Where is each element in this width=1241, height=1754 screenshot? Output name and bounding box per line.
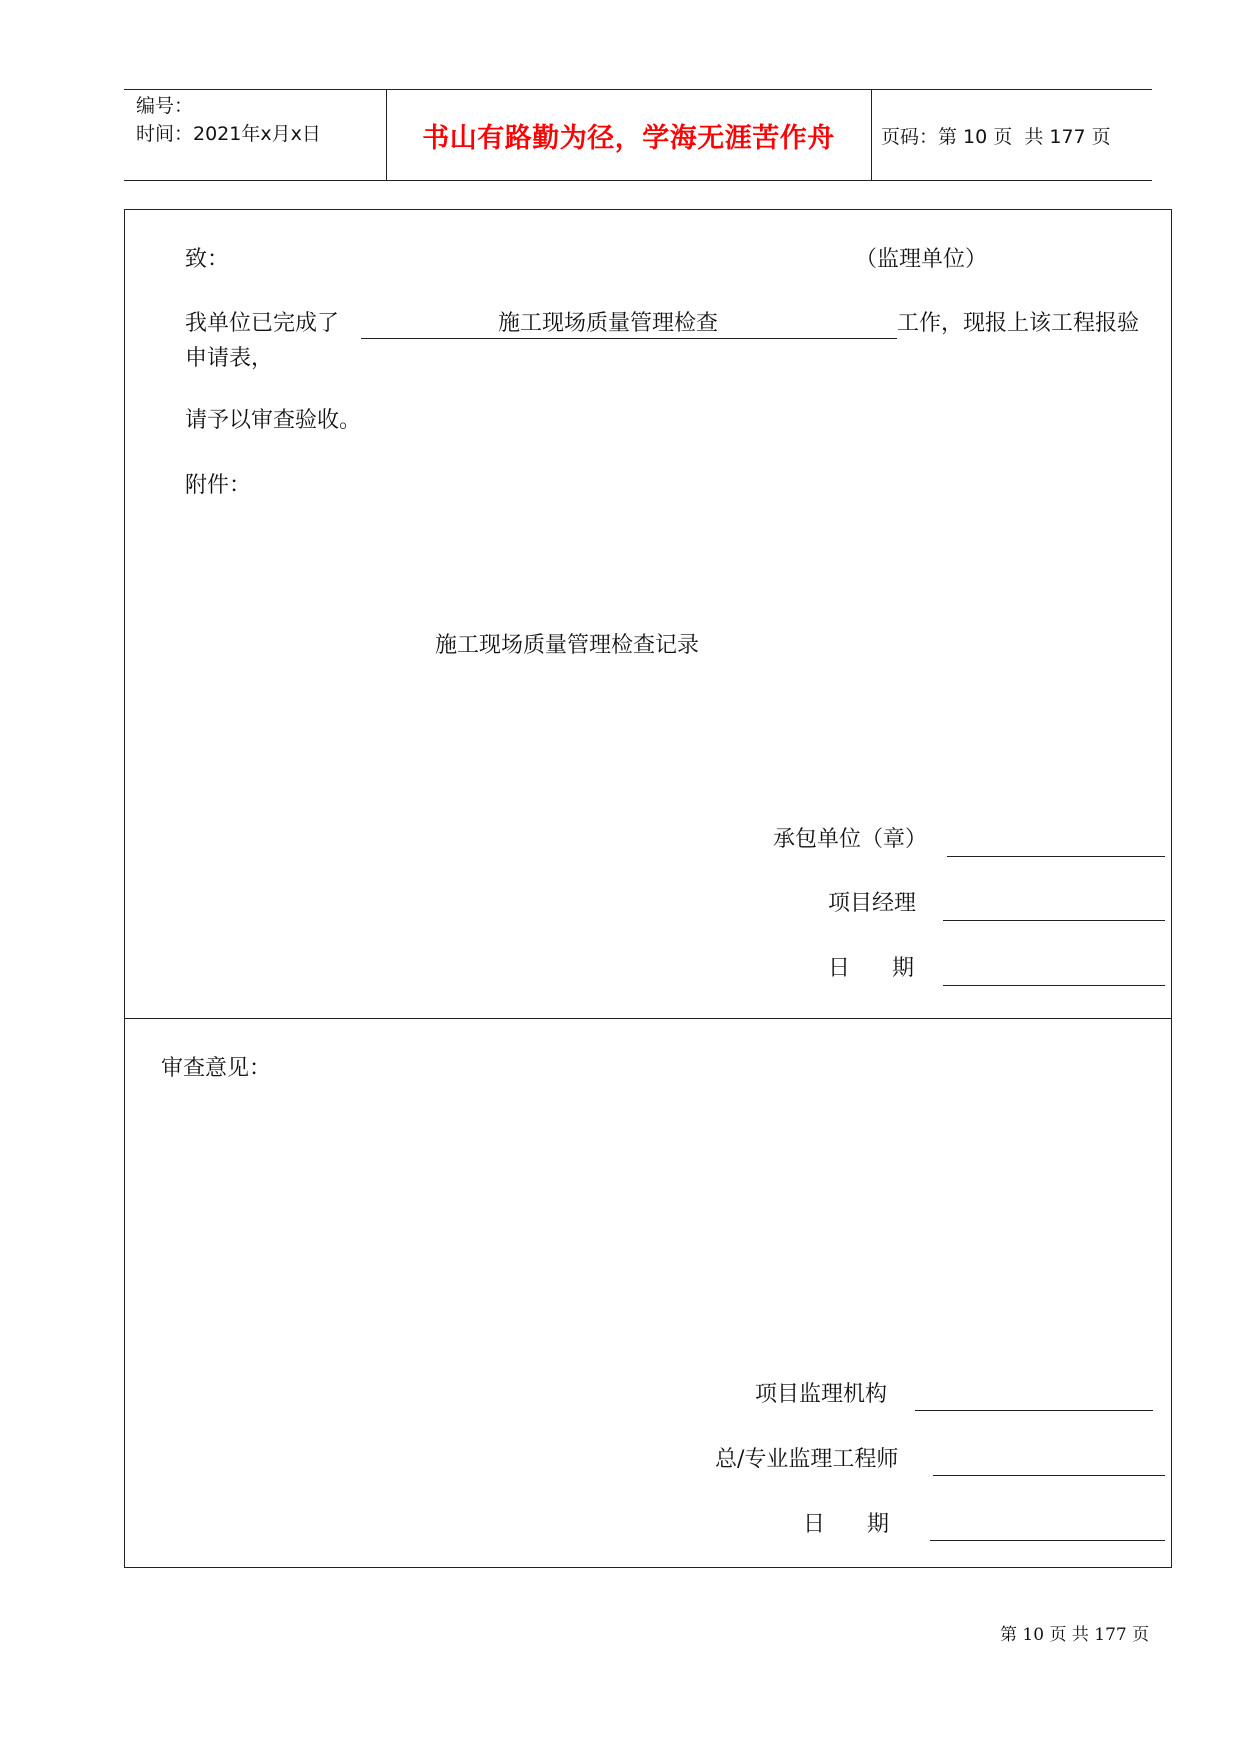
chief-engineer-label: 总/专业监理工程师	[715, 1447, 899, 1472]
completed-suffix: 工作，现报上该工程报验	[897, 311, 1140, 336]
time-label: 时间：2021年x月x日	[136, 123, 321, 145]
chief-engineer-field[interactable]	[933, 1475, 1165, 1476]
attachment-label: 附件：	[185, 473, 252, 498]
date-label: 日 期	[828, 956, 914, 981]
attachment-item: 施工现场质量管理检查记录	[435, 633, 700, 658]
header-meta	[136, 92, 321, 148]
project-manager-field[interactable]	[943, 920, 1165, 921]
header-divider	[871, 90, 872, 180]
completed-item-underline	[361, 338, 897, 339]
date-field[interactable]	[943, 985, 1165, 986]
number-label: 编号：	[136, 95, 194, 117]
section-divider	[125, 1018, 1171, 1019]
supervisor-unit-label: （监理单位）	[855, 247, 988, 272]
page-footer: 第 10 页 共 177 页	[1000, 1625, 1150, 1645]
inspection-application-form	[124, 209, 1172, 1568]
to-label: 致：	[185, 247, 230, 272]
completed-item-field[interactable]: 施工现场质量管理检查	[498, 311, 719, 336]
header-page-number: 页码：第 10 页 共 177 页	[881, 125, 1111, 148]
header-motto: 书山有路勤为径，学海无涯苦作舟	[422, 122, 835, 154]
review-opinion-label: 审查意见：	[161, 1056, 272, 1081]
completed-suffix-line2: 申请表，	[185, 346, 274, 371]
review-date-label: 日 期	[803, 1512, 889, 1537]
contractor-seal-field[interactable]	[947, 856, 1165, 857]
review-date-field[interactable]	[930, 1540, 1165, 1541]
project-manager-label: 项目经理	[828, 891, 917, 916]
page-header	[124, 89, 1152, 181]
supervision-org-label: 项目监理机构	[755, 1382, 888, 1407]
supervision-org-field[interactable]	[915, 1410, 1153, 1411]
completed-prefix: 我单位已完成了	[185, 311, 340, 336]
request-review-text: 请予以审查验收。	[185, 408, 362, 433]
contractor-seal-label: 承包单位（章）	[773, 827, 928, 852]
